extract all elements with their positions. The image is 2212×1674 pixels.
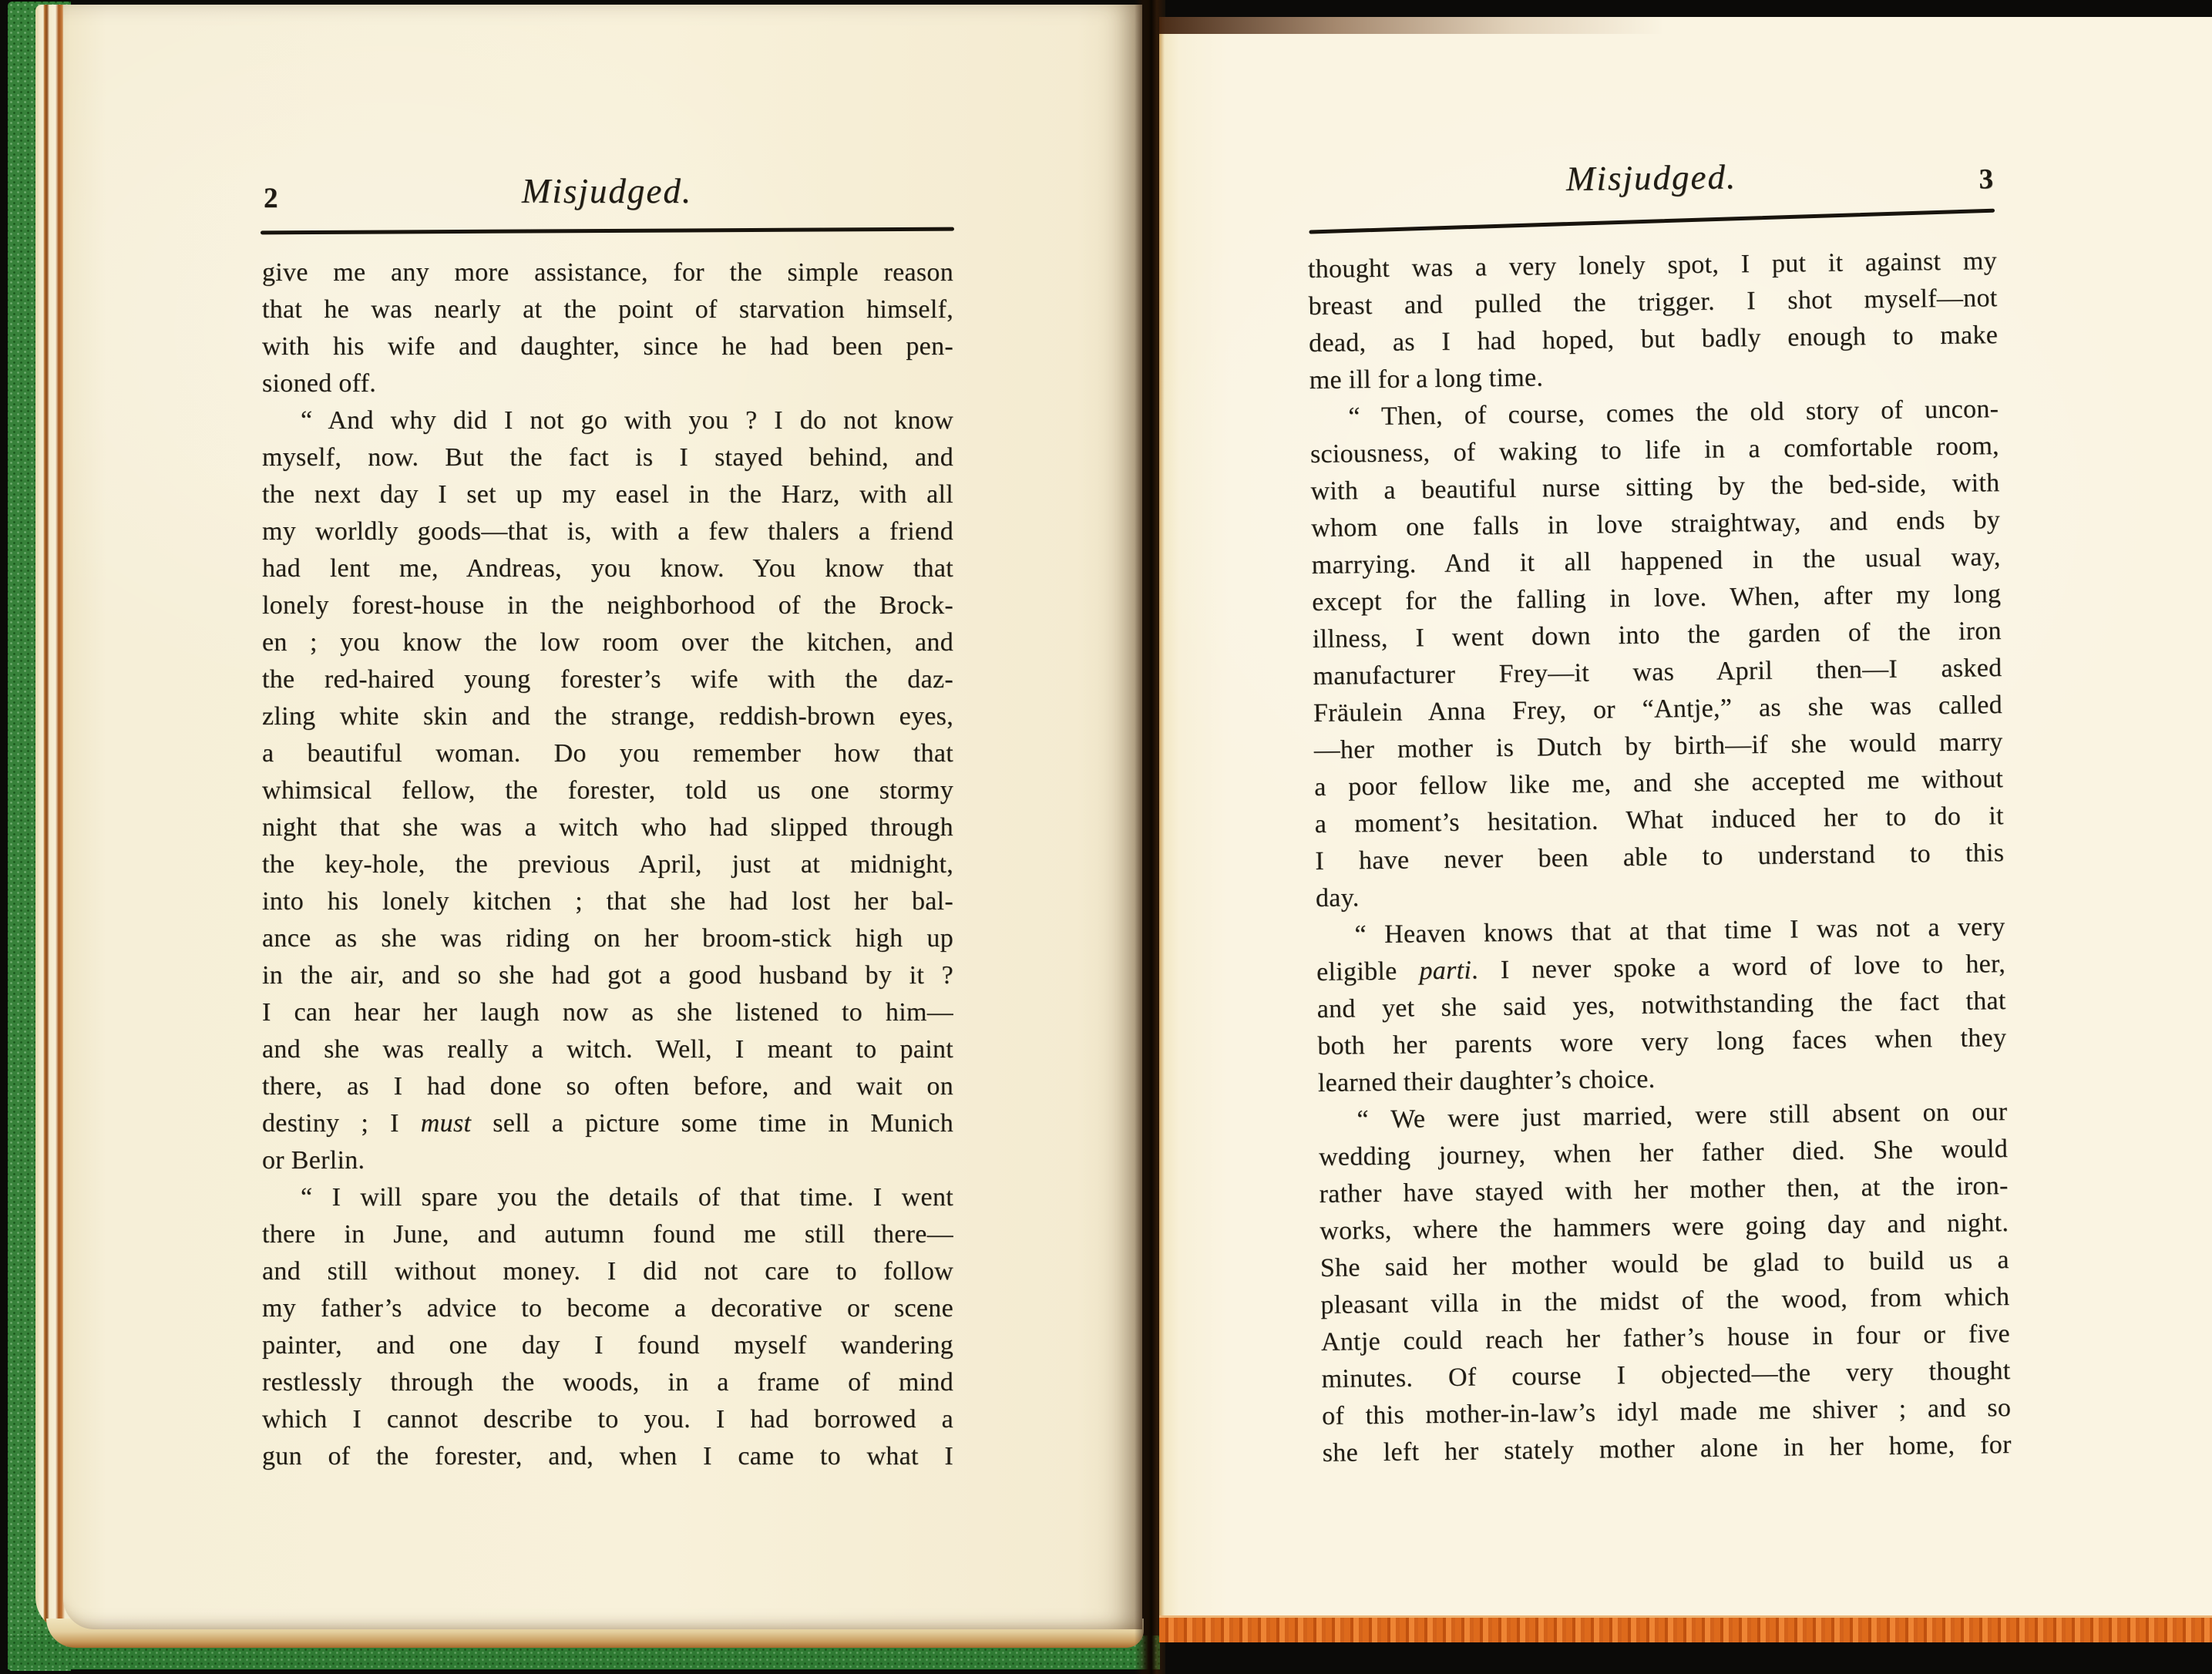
- text-line: “ Heaven knows that at that time I was not a very: [1354, 913, 2005, 950]
- right-header-rule: [1309, 209, 1995, 234]
- text-line: and still without money. I did not care to follow: [262, 1257, 953, 1286]
- text-line: I have never been able to understand to this: [1315, 839, 2005, 876]
- right-page-content: [1305, 0, 2014, 1674]
- text-line: dead, as I had hoped, but badly enough to make: [1308, 321, 1999, 358]
- text-line: whimsical fellow, the forester, told us one stormy: [262, 776, 953, 805]
- text-line: the next day I set up my easel in the Harz, with all: [262, 480, 953, 509]
- text-line: “ And why did I not go with you ? I do not know: [301, 406, 953, 435]
- text-line: me ill for a long time.: [1309, 363, 1544, 395]
- right-running-title: Misjudged.: [1565, 157, 1737, 198]
- text-line: breast and pulled the trigger. I shot myself—not: [1308, 284, 1998, 321]
- text-line: day.: [1315, 883, 1360, 913]
- right-page-text: [1308, 243, 2012, 1472]
- text-line: and yet she said yes, notwithstanding the fact that: [1316, 987, 2006, 1024]
- text-line: my father’s advice to become a decorative or scene: [262, 1294, 953, 1323]
- text-line: sciousness, of waking to life in a comfortable room,: [1309, 432, 2000, 469]
- text-line: minutes. Of course I objected—the very thought: [1321, 1356, 2011, 1393]
- text-line: zling white skin and the strange, reddish-brown eyes,: [262, 702, 953, 731]
- text-line: had lent me, Andreas, you know. You know that: [262, 554, 953, 583]
- text-line: en ; you know the low room over the kitchen, and: [262, 628, 953, 657]
- left-page-text: [262, 254, 953, 1475]
- text-line: lonely forest-house in the neighborhood of the Brock-: [262, 591, 953, 620]
- text-line: of this mother-in-law’s idyl made me shiver ; and so: [1321, 1393, 2012, 1430]
- text-line: both her parents wore very long faces when they: [1317, 1024, 2007, 1061]
- text-line: night that she was a witch who had slipped through: [262, 813, 953, 842]
- text-line: with a beautiful nurse sitting by the bed-side, with: [1310, 469, 2000, 506]
- text-line: gun of the forester, and, when I came to what I: [262, 1442, 953, 1471]
- text-line: that he was nearly at the point of starvation himself,: [262, 295, 953, 324]
- text-line: restlessly through the woods, in a frame of mind: [262, 1368, 953, 1397]
- text-line: I can hear her laugh now as she listened to him—: [262, 998, 953, 1027]
- text-line: my worldly goods—that is, with a few thalers a friend: [262, 517, 953, 546]
- text-line: painter, and one day I found myself wandering: [262, 1331, 953, 1360]
- text-line: learned their daughter’s choice.: [1317, 1064, 1656, 1098]
- text-line: a beautiful woman. Do you remember how that: [262, 739, 953, 768]
- text-line: the red-haired young forester’s wife with the daz-: [262, 665, 953, 694]
- text-line: eligible parti. I never spoke a word of love to her,: [1316, 950, 2006, 987]
- text-line: or Berlin.: [262, 1146, 365, 1175]
- text-line: whom one falls in love straightway, and ends by: [1310, 506, 2001, 543]
- text-line: Fräulein Anna Frey, or “Antje,” as she was called: [1313, 691, 2003, 728]
- text-line: She said her mother would be glad to build us a: [1319, 1245, 2009, 1282]
- text-line: except for the falling in love. When, after my long: [1312, 580, 2002, 617]
- text-line: and she was really a witch. Well, I meant to paint: [262, 1035, 953, 1064]
- text-line: works, where the hammers were going day and night.: [1319, 1208, 2009, 1245]
- text-line: a poor fellow like me, and she accepted me without: [1313, 765, 2004, 802]
- text-line: there, as I had done so often before, and wait on: [262, 1072, 953, 1101]
- text-line: destiny ; I must sell a picture some time in Munich: [262, 1109, 953, 1138]
- text-line: ance as she was riding on her broom-stick high up: [262, 924, 953, 953]
- text-line: pleasant villa in the midst of the wood, from which: [1320, 1282, 2010, 1319]
- right-page-number: 3: [1978, 163, 1994, 196]
- text-line: wedding journey, when her father died. She would: [1318, 1134, 2009, 1171]
- text-line: Antje could reach her father’s house in four or five: [1320, 1319, 2011, 1356]
- text-line: —her mother is Dutch by birth—if she would marry: [1313, 728, 2003, 765]
- text-line: there in June, and autumn found me still there—: [262, 1220, 953, 1249]
- text-line: myself, now. But the fact is I stayed behind, and: [262, 443, 953, 472]
- text-line: “ I will spare you the details of that time. I went: [301, 1183, 953, 1212]
- text-line: illness, I went down into the garden of the iron: [1312, 617, 2002, 654]
- text-line: marrying. And it all happened in the usual way,: [1311, 543, 2001, 580]
- text-line: “ Then, of course, comes the old story of uncon-: [1348, 395, 1999, 432]
- text-line: a moment’s hesitation. What induced her to do it: [1314, 802, 2004, 839]
- text-line: manufacturer Frey—it was April then—I asked: [1313, 654, 2002, 691]
- text-line: give me any more assistance, for the simple reason: [262, 258, 953, 287]
- text-line: rather have stayed with her mother then, at the iron-: [1319, 1171, 2009, 1208]
- text-line: sioned off.: [262, 369, 377, 398]
- text-line: the key-hole, the previous April, just at midnight,: [262, 850, 953, 879]
- text-line: “ We were just married, were still absent on our: [1356, 1098, 2008, 1134]
- text-line: which I cannot describe to you. I had borrowed a: [262, 1405, 953, 1434]
- text-line: she left her stately mother alone in her home, for: [1322, 1430, 2012, 1467]
- text-line: into his lonely kitchen ; that she had lost her bal-: [262, 887, 953, 916]
- left-running-title: Misjudged.: [521, 172, 693, 210]
- text-line: thought was a very lonely spot, I put it against my: [1307, 247, 1998, 284]
- text-line: in the air, and so she had got a good husband by it ?: [262, 961, 953, 990]
- left-page-number: 2: [264, 183, 278, 214]
- text-line: with his wife and daughter, since he had been pen-: [262, 332, 953, 361]
